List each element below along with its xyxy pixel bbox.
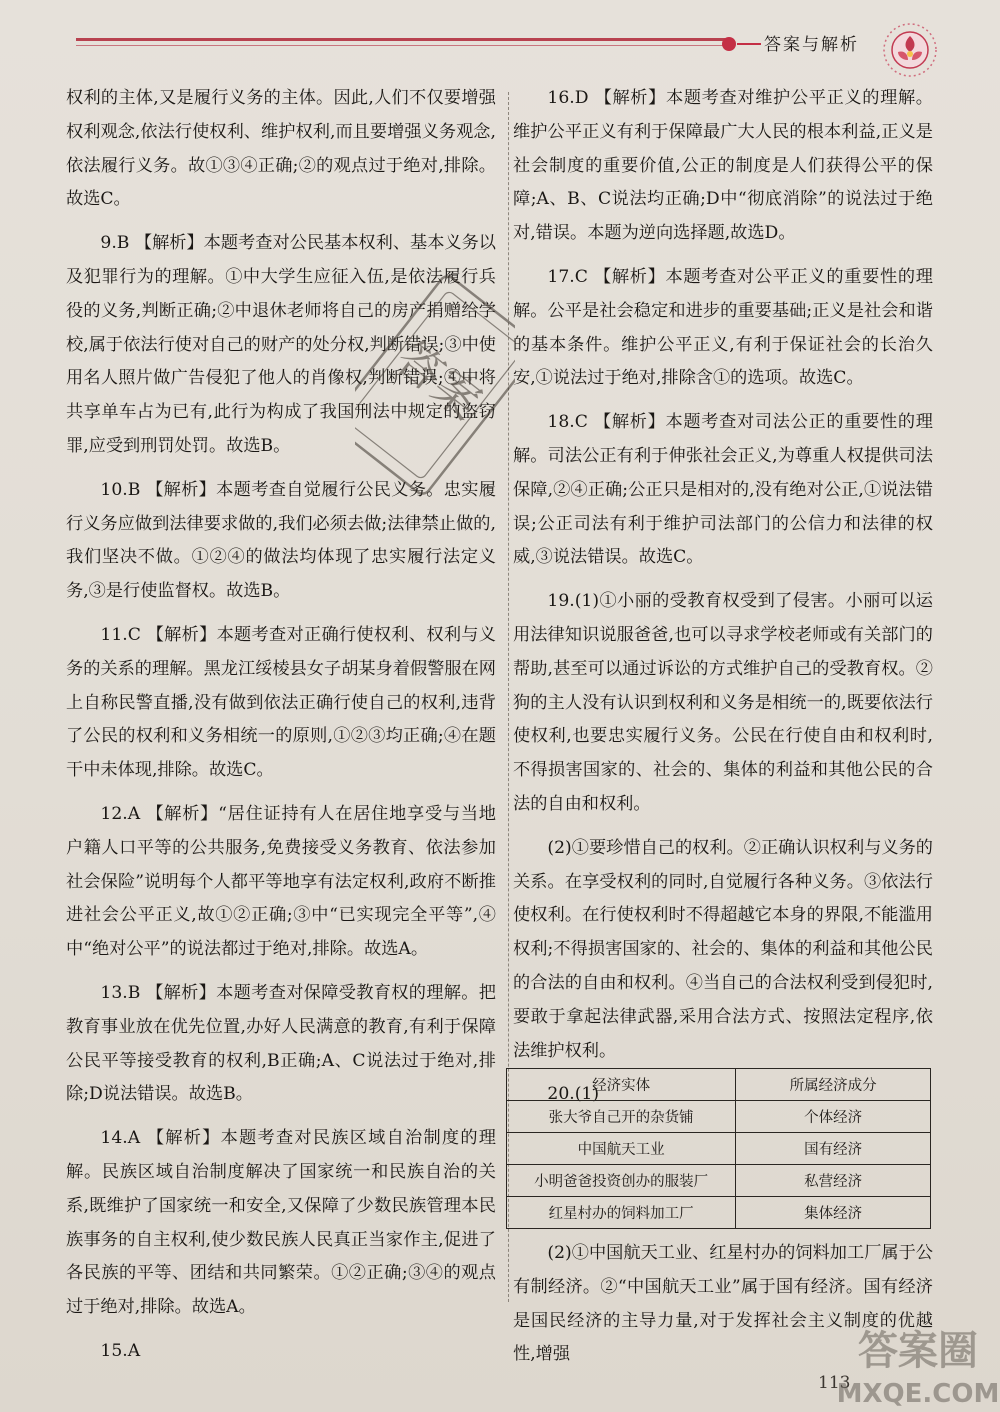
answer-text: 本题考查自觉履行公民义务。忠实履行义务应做到法律要求做的,我们必须去做;法律禁止做的,我们坚决不做。①②④的做法均体现了忠实履行法定义务,③是行使监督权。故选B。 (66, 479, 496, 602)
table-cell: 张大爷自己开的杂货铺 (507, 1101, 736, 1133)
right-column (513, 82, 933, 1122)
table-row (507, 1101, 931, 1133)
header-title: 答案与解析 (764, 35, 859, 55)
page-number: 113 (818, 1373, 851, 1393)
table-cell: 私营经济 (736, 1165, 931, 1197)
economy-table (506, 1068, 931, 1229)
answer-paragraph (513, 832, 933, 1069)
answer-label: 15.A (100, 1340, 141, 1361)
answer-label: 10.B 【解析】 (100, 479, 217, 500)
watermark-sub: MXQE.COM (836, 1379, 1000, 1409)
answer-paragraph (66, 1122, 496, 1325)
answer-text: 本题考查对保障受教育权的理解。把教育事业放在优先位置,办好人民满意的教育,有利于保障公民平等接受教育的权利,B正确;A、C说法过于绝对,排除;D说法错误。故选B。 (66, 982, 496, 1105)
answer-label: 16.D 【解析】 (547, 88, 666, 108)
answer-label: 11.C 【解析】 (100, 624, 217, 645)
answer-label: (2) (547, 837, 572, 858)
watermark-main: 答案圈 (858, 1328, 978, 1374)
answer-label: 17.C 【解析】 (547, 266, 666, 287)
header-rule (76, 38, 726, 41)
table-row (507, 1133, 931, 1165)
diagonal-stamp (355, 270, 515, 500)
table-header-row (507, 1069, 931, 1101)
answer-paragraph (66, 798, 496, 967)
table-row (507, 1165, 931, 1197)
flower-emblem-icon (882, 22, 938, 78)
answer-label: (2) (547, 1243, 572, 1263)
table-header-cell: 经济实体 (507, 1069, 736, 1101)
answer-text: 本题考查对维护公平正义的理解。维护公平正义有利于保障最广大人民的根本利益,正义是社会制度的重要价值,公正的制度是人们获得公平的保障;A、B、C说法均正确;D中“彻底消除”的说法过于绝对,错误。本题为逆向选择题,故选D。 (513, 88, 933, 244)
header-rule-short (737, 43, 761, 45)
answer-paragraph (513, 261, 933, 396)
answer-label: 9.B 【解析】 (100, 233, 204, 254)
header-dot (722, 37, 736, 51)
answer-label: 12.A 【解析】 (100, 803, 219, 824)
answer-label: 19.(1) (547, 591, 600, 612)
table-cell: 红星村办的饲料加工厂 (507, 1197, 736, 1229)
table-cell: 集体经济 (736, 1197, 931, 1229)
answer-paragraph (66, 82, 496, 217)
site-watermark-logo (836, 1318, 1000, 1412)
answer-text: ①要珍惜自己的权利。②正确认识权利与义务的关系。在享受权利的同时,自觉履行各种义务。③依法行使权利。在行使权利时不得超越它本身的界限,不能滥用权利;不得损害国家的、社会的、集体的利益和其他公民的合法的自由和权利。④当自己的合法权利受到侵犯时,要敢于拿起法律武器,采用合法方式、按照法定程序,依法维护权利。 (513, 837, 933, 1061)
table-cell: 中国航天工业 (507, 1133, 736, 1165)
answer-label: 14.A 【解析】 (100, 1128, 221, 1149)
answer-text: 本题考查对公民基本权利、基本义务以及犯罪行为的理解。①中大学生应征入伍,是依法履行兵役的义务,判断正确;②中退休老师将自己的房产捐赠给学校,属于依法行使对自己的财产的处分权,判断错误;③中使用名人照片做广告侵犯了他人的肖像权,判断错误;④中将共享单车占为已有,此行为构成了我国刑法中规定的盗窃罪,应受到刑罚处罚。故选B。 (66, 233, 496, 456)
table-cell: 个体经济 (736, 1101, 931, 1133)
answer-text: ①小丽的受教育权受到了侵害。小丽可以运用法律知识说服爸爸,也可以寻求学校老师或有关部门的帮助,甚至可以通过诉讼的方式维护自己的受教育权。②狗的主人没有认识到权利和义务是相统一的,既要依法行使权利,也要忠实履行义务。公民在行使自由和权利时,不得损害国家的、社会的、集体的利益和其他公民的合法的自由和权利。 (513, 591, 933, 814)
header-rule-thin (76, 45, 726, 46)
answer-text: 本题考查对正确行使权利、权利与义务的关系的理解。黑龙江绥棱县女子胡某身着假警服在网上自称民警直播,没有做到依法正确行使自己的权利,违背了公民的权利和义务相统一的原则,①②③均正确;④在题干中未体现,排除。故选C。 (66, 624, 496, 781)
answer-label: 20.(1) (547, 1084, 600, 1105)
table-cell: 国有经济 (736, 1133, 931, 1165)
answer-paragraph (66, 619, 496, 788)
table-header-cell: 所属经济成分 (736, 1069, 931, 1101)
answer-paragraph (66, 977, 496, 1112)
answer-label: 13.B 【解析】 (100, 982, 217, 1003)
answer-text: 本题考查对民族区域自治制度的理解。民族区域自治制度解决了国家统一和民族自治的关系,既维护了国家统一和安全,又保障了少数民族管理本民族事务的自主权利,使少数民族人民真正当家作主,促进了各民族的平等、团结和共同繁荣。①②正确;③④的观点过于绝对,排除。故选A。 (66, 1128, 496, 1318)
answer-paragraph (513, 82, 933, 251)
answer-label: 18.C 【解析】 (547, 412, 666, 433)
table-cell: 小明爸爸投资创办的服装厂 (507, 1165, 736, 1197)
answer-text: ①中国航天工业、红星村办的饲料加工厂属于公有制经济。②“中国航天工业”属于国有经济。国有经济是国民经济的主导力量,对于发挥社会主义制度的优越性,增强 (513, 1243, 933, 1365)
answer-text: “居住证持有人在居住地享受与当地户籍人口平等的公共服务,免费接受义务教育、依法参加社会保险”说明每个人都平等地享有法定权利,政府不断推进社会公平正义,故①②正确;③中“已实现完全平等”,④中“绝对公平”的说法都过于绝对,排除。故选A。 (66, 803, 496, 960)
answer-paragraph (513, 585, 933, 822)
answer-paragraph (513, 406, 933, 575)
answer-text: 本题考查对司法公正的重要性的理解。司法公正有利于伸张社会正义,为尊重人权提供司法保障,②④正确;公正只是相对的,没有绝对公正,①说法错误;公正司法有利于维护司法部门的公信力和法律的权威,③说法错误。故选C。 (513, 412, 933, 568)
answer-text: 权利的主体,又是履行义务的主体。因此,人们不仅要增强权利观念,依法行使权利、维护权利,而且要增强义务观念,依法履行义务。故①③④正确;②的观点过于绝对,排除。故选C。 (66, 88, 496, 210)
table-row (507, 1197, 931, 1229)
answer-text: 本题考查对公平正义的重要性的理解。公平是社会稳定和进步的重要基础;正义是社会和谐的基本条件。维护公平正义,有利于保证社会的长治久安,①说法过于绝对,排除含①的选项。故选C。 (513, 266, 933, 389)
answer-paragraph (66, 1335, 496, 1369)
stamp-text: 答案 (385, 330, 492, 430)
